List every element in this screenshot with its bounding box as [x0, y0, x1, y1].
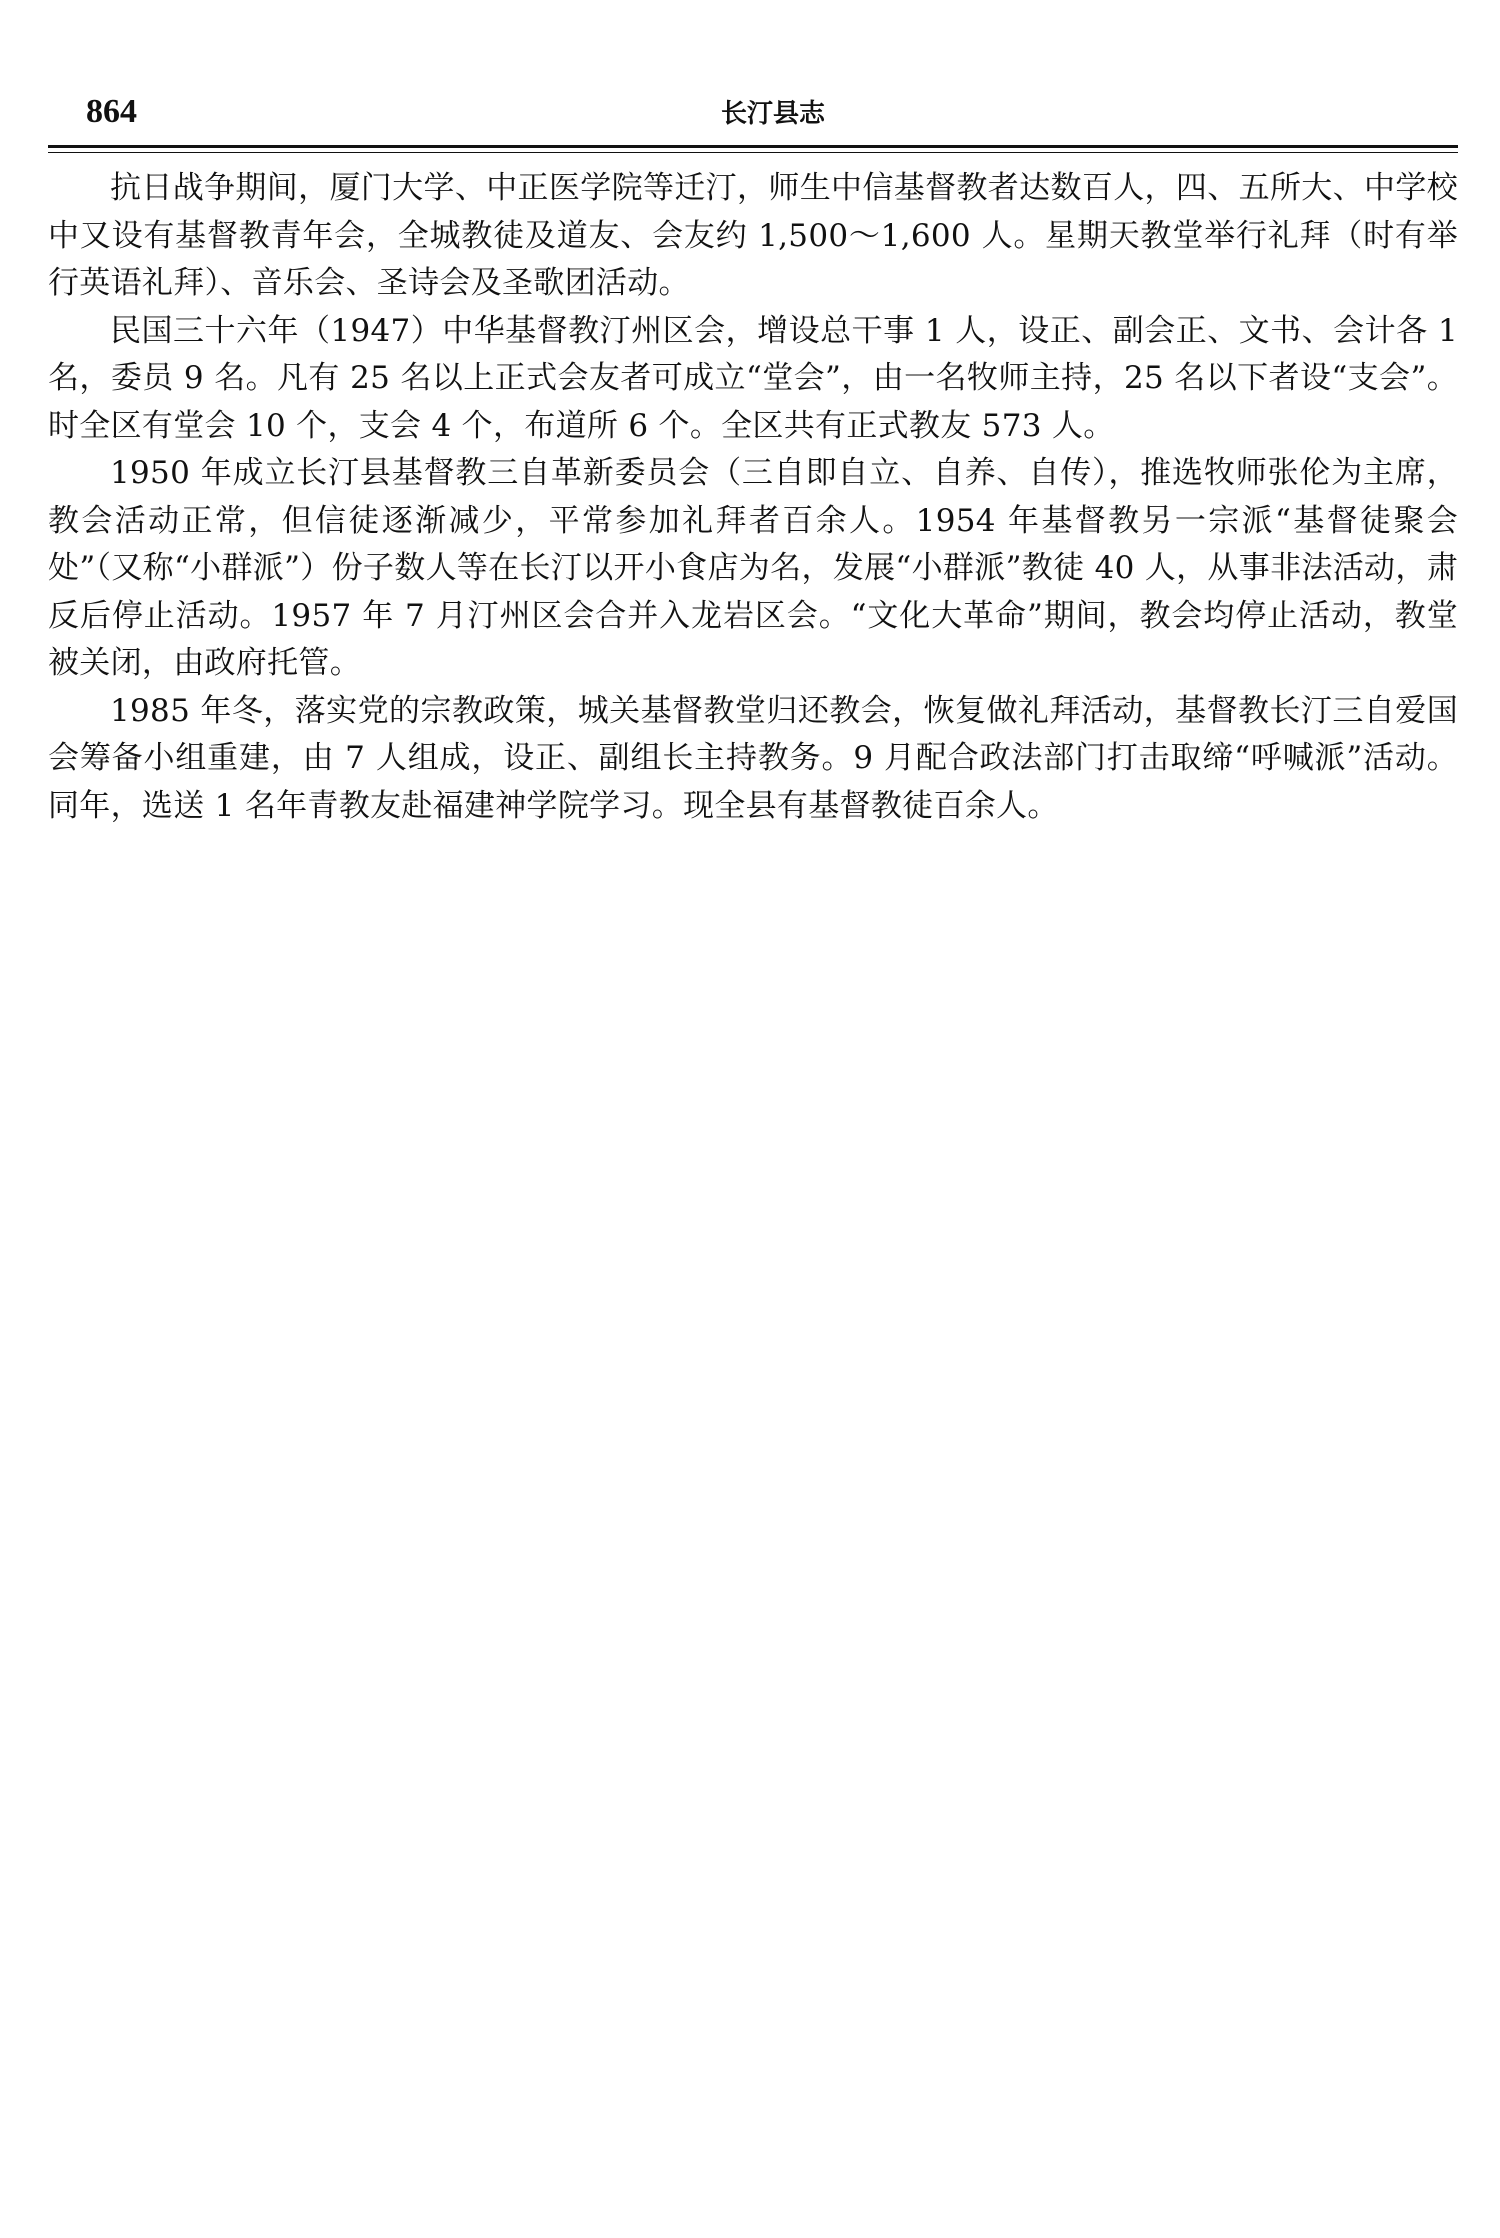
body-text [48, 165, 1458, 830]
paragraph: 1985 年冬，落实党的宗教政策，城关基督教堂归还教会，恢复做礼拜活动，基督教长汀三自爱国会筹备小组重建，由 7 人组成，设正、副组长主持教务。9 月配合政法部门打击取缔“呼喊派”活动。同年，选送 1 名年青教友赴福建神学院学习。现全县有基督教徒百余人。 [48, 692, 1458, 824]
page-header [48, 92, 1458, 138]
header-rule-thin [48, 152, 1458, 153]
header-rule-thick [48, 145, 1458, 148]
paragraph: 1950 年成立长汀县基督教三自革新委员会（三自即自立、自养、自传），推选牧师张伦为主席，教会活动正常，但信徒逐渐减少，平常参加礼拜者百余人。1954 年基督教另一宗派“基督徒聚会处”（又称“小群派”）份子数人等在长汀以开小食店为名，发展“小群派”教徒 40 人，从事非法活动，肃反后停止活动。1957 年 7 月汀州区会合并入龙岩区会。“文化大革命”期间，教会均停止活动，教堂被关闭，由政府托管。 [48, 455, 1458, 681]
paragraph: 抗日战争期间，厦门大学、中正医学院等迁汀，师生中信基督教者达数百人，四、五所大、中学校中又设有基督教青年会，全城教徒及道友、会友约 1,500～1,600 人。星期天教堂举行礼拜（时有举行英语礼拜）、音乐会、圣诗会及圣歌团活动。 [48, 170, 1458, 301]
paragraph: 民国三十六年（1947）中华基督教汀州区会，增设总干事 1 人，设正、副会正、文书、会计各 1 名，委员 9 名。凡有 25 名以上正式会友者可成立“堂会”，由一名牧师主持，25 名以下者设“支会”。时全区有堂会 10 个，支会 4 个，布道所 6 个。全区共有正式教友 573 人。 [48, 312, 1458, 444]
running-title: 长汀县志 [720, 99, 825, 129]
page-number: 864 [86, 93, 137, 130]
